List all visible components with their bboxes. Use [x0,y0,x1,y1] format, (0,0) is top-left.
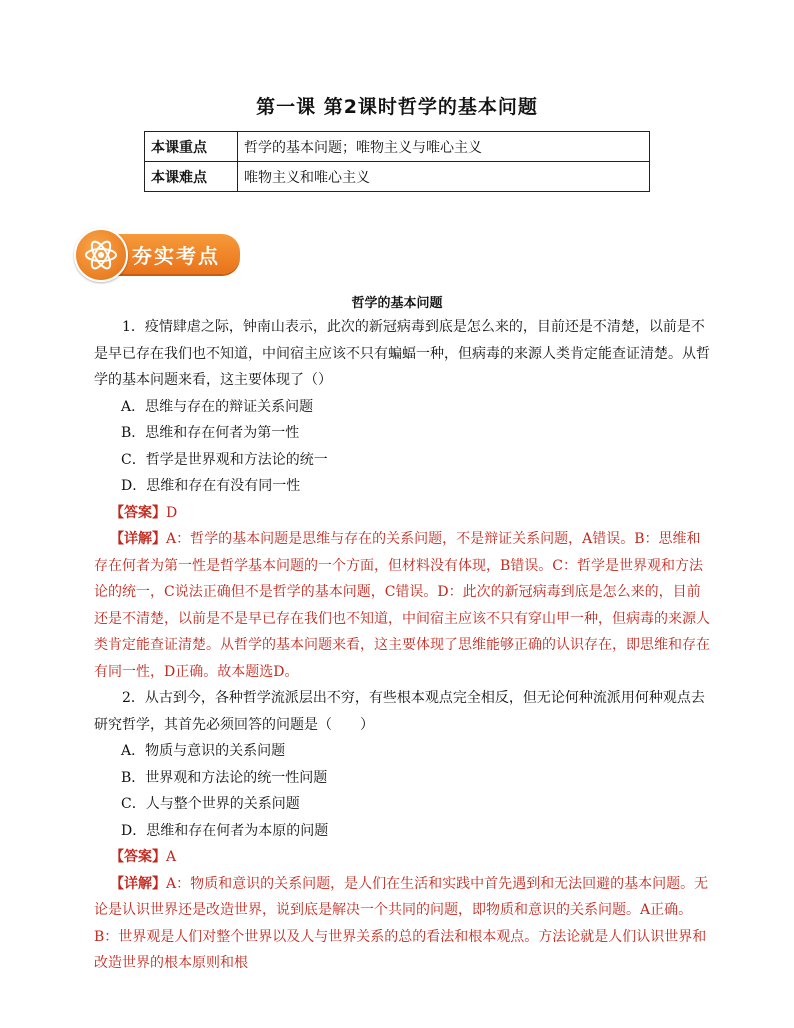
keypoint-value: 哲学的基本问题；唯物主义与唯心主义 [238,132,650,162]
keypoint-label: 本课重点 [145,132,238,162]
table-row [145,132,650,162]
option-a: A．思维与存在的辩证关系问题 [121,398,314,415]
option-a: A．物质与意识的关系问题 [121,743,286,759]
analysis-text: A：物质和意识的关系问题，是人们在生活和实践中首先遇到和无法回避的基本问题。无论是认识世界还是改造世界，说到底是解决一个共同的问题，即物质和意识的关系问题。A正确。B：世界观是人们对整个世界以及人与世界关系的总的看法和根本观点。方法论就是人们认识世界和改造世界的根本原则和根 [94,875,709,971]
question-stem: 1．疫情肆虐之际，钟南山表示，此次的新冠病毒到底是怎么来的，目前还是不清楚，以前是不是早已存在我们也不知道，中间宿主应该不只有蝙蝠一种，但病毒的来源人类肯定能查证清楚。从哲学的基本问题来看，这主要体现了（） [94,319,710,388]
answer-tag: 【答案】 [110,849,166,865]
answer-tag: 【答案】 [110,504,166,521]
analysis-tag: 【详解】 [110,875,166,892]
atom-icon [83,237,119,273]
keypoints-table [144,131,650,192]
question-stem: 2．从古到今，各种哲学流派层出不穷，有些根本观点完全相反，但无论何种流派用何种观点去研究哲学，其首先必须回答的问题是（ ） [94,690,705,733]
questions-body [94,314,714,977]
section-banner [74,228,244,280]
keypoint-value: 唯物主义和唯心主义 [238,162,650,192]
answer-line [94,844,714,871]
answer-value: D [166,504,178,521]
section-title: 哲学的基本问题 [351,296,443,311]
keypoint-label: 本课难点 [145,162,238,192]
analysis-text: A：哲学的基本问题是思维与存在的关系问题，不是辩证关系问题，A错误。B：思维和存在何者为第一性是哲学基本问题的一个方面，但材料没有体现，B错误。C：哲学是世界观和方法论的统一，C说法正确但不是哲学的基本问题，C错误。D：此次的新冠病毒到底是怎么来的，目前还是不清楚，以前是不是早已存在我们也不知道，中间宿主应该不只有穿山甲一种，但病毒的来源人类肯定能查证清楚。从哲学的基本问题来看，这主要体现了思维能够正确的认识存在，即思维和存在有同一性，D正确。故本题选D。 [94,531,710,680]
analysis-paragraph [94,871,714,977]
page-title: 第一课 第2课时哲学的基本问题 [256,96,538,118]
analysis-paragraph [94,526,714,685]
option-d: D．思维和存在何者为本原的问题 [121,822,329,839]
option-c: C．哲学是世界观和方法论的统一 [121,451,328,468]
table-row [145,162,650,192]
answer-value: A [166,849,177,865]
option-b: B．世界观和方法论的统一性问题 [121,769,328,786]
option-b: B．思维和存在何者为第一性 [121,425,300,441]
option-c: C．人与整个世界的关系问题 [121,796,300,812]
banner-badge [74,228,128,282]
option-d: D．思维和存在有没有同一性 [121,478,301,494]
banner-label: 夯实考点 [132,244,220,268]
analysis-tag: 【详解】 [110,531,166,547]
answer-line [94,500,714,527]
